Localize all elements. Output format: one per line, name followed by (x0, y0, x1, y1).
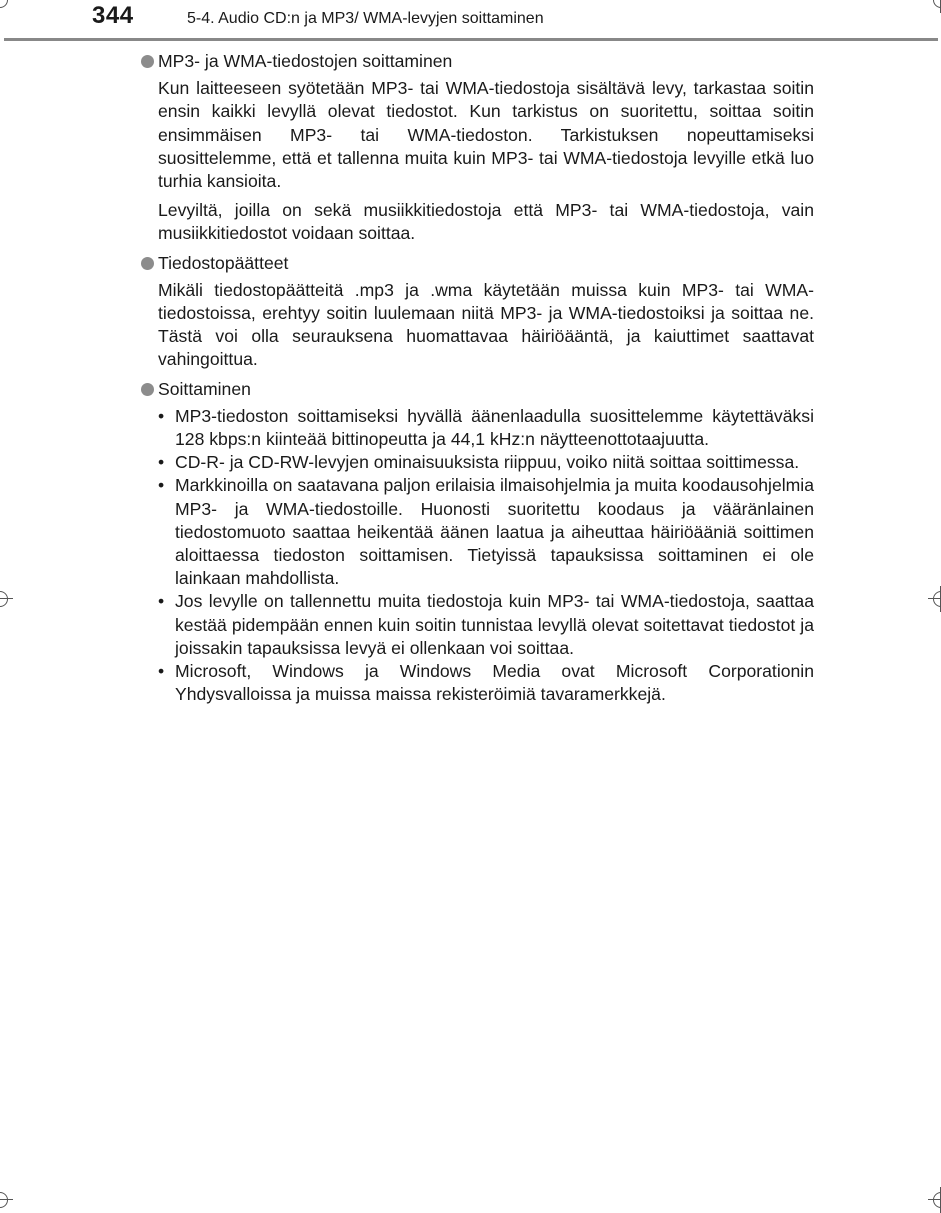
list-item-text: Markkinoilla on saatavana paljon erilaisia ilmaisohjelmia ja muita koodausohjelmia MP3- ja WMA-tiedostoille. Huonosti suoritettu koodaus ja vääränlainen tiedostomuoto saattaa heikentää äänen laatua ja aiheuttaa häiriöääniä soittimen aloittaessa tiedoston soittamisen. Tietyissä tapauksissa soittaminen ei ole lainkaan mahdollista. (175, 475, 814, 589)
list-item (158, 451, 814, 474)
round-bullet-icon (141, 55, 154, 68)
page-number: 344 (92, 2, 134, 29)
registration-mark-bottom-left (0, 1187, 13, 1213)
list-bullet-icon: • (158, 405, 165, 426)
list-item-text: Jos levylle on tallennettu muita tiedostoja kuin MP3- tai WMA-tiedostoja, saattaa kestää pidempään ennen kuin soitin tunnistaa levyllä olevat soitettavat tiedostot ja joissakin tapauksissa levyä ei ollenkaan voi soittaa. (175, 591, 814, 658)
section-title: 5-4. Audio CD:n ja MP3/ WMA-levyjen soittaminen (187, 10, 544, 27)
registration-mark-top-right (928, 0, 941, 13)
section-heading (140, 378, 814, 401)
list-item-text: CD-R- ja CD-RW-levyjen ominaisuuksista riippuu, voiko niitä soittaa soittimessa. (175, 452, 800, 473)
paragraph: Mikäli tiedostopäätteitä .mp3 ja .wma käytetään muissa kuin MP3- tai WMA-tiedostoissa, erehtyy soitin luulemaan niitä MP3- ja WMA-tiedostoiksi ja soittaa ne. Tästä voi olla seurauksena huomattavaa häiriöääntä, ja kaiuttimet saattavat vahingoittua. (158, 279, 814, 370)
round-bullet-icon (141, 383, 154, 396)
paragraph: Levyiltä, joilla on sekä musiikkitiedostoja että MP3- tai WMA-tiedostoja, vain musiikkitiedostot voidaan soittaa. (158, 200, 814, 244)
list-item (158, 474, 814, 590)
section-heading-text: MP3- ja WMA-tiedostojen soittaminen (158, 51, 453, 71)
page-content (140, 50, 814, 706)
list-item (158, 590, 814, 660)
section-heading-text: Soittaminen (158, 378, 251, 399)
registration-mark-left (0, 586, 13, 612)
list-item-text: Microsoft, Windows ja Windows Media ovat Microsoft Corporationin Yhdysvalloissa ja muissa maissa rekisteröimiä tavaramerkkejä. (175, 661, 814, 705)
section-heading (140, 252, 814, 275)
registration-mark-bottom-right (928, 1187, 941, 1213)
section-heading (140, 50, 814, 73)
list-bullet-icon: • (158, 661, 165, 682)
list-bullet-icon: • (158, 452, 165, 473)
bullet-list (158, 405, 814, 707)
list-item (158, 405, 814, 451)
registration-mark-right (928, 586, 941, 612)
registration-mark-top-left (0, 0, 13, 13)
paragraph: Kun laitteeseen syötetään MP3- tai WMA-tiedostoja sisältävä levy, tarkastaa soitin ensin kaikki levyllä olevat tiedostot. Kun tarkistus on suoritettu, soittaa soitin ensimmäisen MP3- tai WMA-tiedoston. Tarkistuksen nopeuttamiseksi suosittelemme, että et tallenna muita kuin MP3- tai WMA-tiedostoja levyille etkä luo turhia kansioita. (158, 78, 814, 192)
list-item-text: MP3-tiedoston soittamiseksi hyvällä äänenlaadulla suosittelemme käytettäväksi 128 kbps:n kiinteää bittinopeutta ja 44,1 kHz:n näytteenottotaajuutta. (175, 405, 814, 450)
header-rule (4, 38, 938, 41)
list-bullet-icon: • (158, 475, 165, 496)
list-item (158, 660, 814, 706)
section-heading-text: Tiedostopäätteet (158, 252, 289, 273)
round-bullet-icon (141, 257, 154, 270)
list-bullet-icon: • (158, 591, 165, 612)
